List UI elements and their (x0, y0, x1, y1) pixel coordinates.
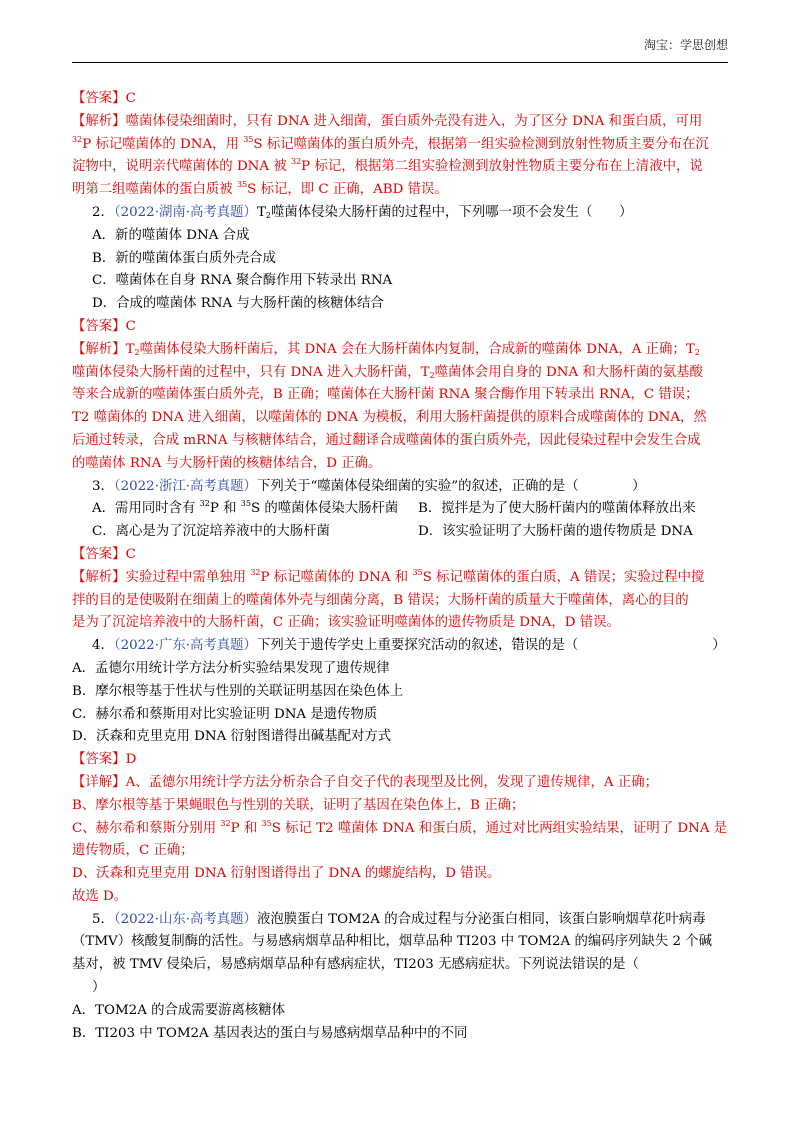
q4-conclusion: 故选 D。 (72, 888, 128, 904)
q2-option-b: B．新的噬菌体蛋白质外壳合成 (92, 250, 276, 266)
q3-analysis-line: 是为了沉淀培养液中的大肠杆菌，C 正确；该实验证明噬菌体的遗传物质是 DNA，D 错误。 (72, 615, 620, 631)
q4-answer: 【答案】D (72, 752, 137, 768)
q2-analysis-line: T2 噬菌体的 DNA 进入细菌，以噬菌体的 DNA 为模板，利用大肠杆菌提供的原料合成噬菌体的 DNA，然 (72, 410, 707, 426)
q2-analysis-line: 的噬菌体 RNA 与大肠杆菌的核糖体结合，D 正确。 (72, 455, 382, 471)
q2-analysis-line: 后通过转录，合成 mRNA 与核糖体结合，通过翻译合成噬菌体的蛋白质外壳，因此侵染过程中会发生合成 (72, 432, 701, 448)
q2-source: （2022·湖南·高考真题） (113, 204, 257, 220)
q3-option-d: D．该实验证明了大肠杆菌的遗传物质是 DNA (418, 524, 693, 540)
q5-option-a: A．TOM2A 的合成需要游离核糖体 (72, 1002, 286, 1018)
q5-stem-line: （TMV）核酸复制酶的活性。与易感病烟草品种相比，烟草品种 TI203 中 TOM2A 的编码序列缺失 2 个碱 (72, 934, 713, 950)
q2-analysis-line: 噬菌体侵染大肠杆菌的过程中，只有 DNA 进入大肠杆菌，$T_2$噬菌体会用自身的 DNA 和大肠杆菌的氨基酸 (72, 364, 703, 380)
q3-option-a: A．需用同时含有 $^{32}$P 和 $^{35}$S 的噬菌体侵染大肠杆菌 (92, 499, 399, 517)
q4-detail-line: 【详解】A、孟德尔用统计学方法分析杂合子自交子代的表现型及比例，发现了遗传规律，A 正确； (72, 774, 659, 790)
q4-option-d: D．沃森和克里克用 DNA 衍射图谱得出碱基配对方式 (72, 729, 392, 745)
q4-emphasis: 错误 (511, 638, 539, 654)
q4-stem: 4．（2022·广东·高考真题）下列关于遗传学史上重要探究活动的叙述，错误的是（ ） (92, 638, 726, 654)
q4-source: （2022·广东·高考真题） (113, 638, 257, 654)
header-text: 淘宝：学思创想 (643, 38, 728, 52)
q5-option-b: B．TI203 中 TOM2A 基因表达的蛋白与易感病烟草品种中的不同 (72, 1025, 468, 1041)
q2-stem: 2．（2022·湖南·高考真题）$T_2$噬菌体侵染大肠杆菌的过程中，下列哪一项不会发生（ ） (92, 204, 633, 220)
q3-answer: 【答案】C (72, 546, 136, 562)
q3-stem: 3．（2022·浙江·高考真题）下列关于“噬菌体侵染细菌的实验”的叙述，正确的是（ ） (92, 478, 646, 494)
q4-detail-line: C、赫尔希和蔡斯分别用 $^{32}$P 和 $^{35}$S 标记 T2 噬菌体 DNA 和蛋白质，通过对比两组实验结果，证明了 DNA 是 (72, 818, 728, 836)
q1-analysis-line: 【解析】噬菌体侵染细菌时，只有 DNA 进入细菌，蛋白质外壳没有进入，为了区分 DNA 和蛋白质，可用 (72, 113, 703, 129)
q3-analysis-line: 【解析】实验过程中需单独用 $^{32}$P 标记噬菌体的 DNA 和 $^{35}$S 标记噬菌体的蛋白质，A 错误；实验过程中搅 (72, 567, 705, 585)
q5-source: （2022·山东·高考真题） (113, 911, 257, 927)
q3-analysis-line: 拌的目的是使吸附在细菌上的噬菌体外壳与细菌分离，B 错误；大肠杆菌的质量大于噬菌体，离心的目的 (72, 592, 689, 608)
q4-option-b: B．摩尔根等基于性状与性别的关联证明基因在染色体上 (72, 683, 404, 699)
q1-analysis-line: 明第二组噬菌体的蛋白质被 $^{35}$S 标记，即 C 正确，ABD 错误。 (72, 180, 448, 198)
q2-analysis-line: 等来合成新的噬菌体蛋白质外壳，B 正确；噬菌体在大肠杆菌 RNA 聚合酶作用下转录出 RNA，C 错误； (72, 387, 699, 403)
q1-answer: 【答案】C (72, 91, 136, 106)
q2-option-c: C．噬菌体在自身 RNA 聚合酶作用下转录出 RNA (92, 273, 393, 289)
q2-analysis-line: 【解析】$T_2$噬菌体侵染大肠杆菌后，其 DNA 会在大肠杆菌体内复制，合成新的噬菌体 DNA，A 正确；$T_2$ (72, 341, 700, 357)
q3-options-row (72, 521, 732, 544)
q4-detail-line: B、摩尔根等基于果蝇眼色与性别的关联，证明了基因在染色体上，B 正确； (72, 797, 525, 813)
q5-stem-line: ） (92, 980, 106, 996)
q3-options-row (72, 498, 732, 521)
q5-stem: 5．（2022·山东·高考真题）液泡膜蛋白 TOM2A 的合成过程与分泌蛋白相同，该蛋白影响烟草花叶病毒 (92, 911, 706, 927)
document-content (72, 88, 732, 1045)
q2-option-d: D．合成的噬菌体 RNA 与大肠杆菌的核糖体结合 (92, 296, 384, 312)
header-rule (72, 62, 728, 63)
q1-analysis-line: $^{32}$P 标记噬菌体的 DNA，用 $^{35}$S 标记噬菌体的蛋白质外壳，根据第一组实验检测到放射性物质主要分布在沉 (72, 134, 709, 152)
q4-detail-line: 遗传物质，C 正确； (72, 843, 194, 859)
q1-analysis-line: 淀物中，说明亲代噬菌体的 DNA 被 $^{32}$P 标记，根据第二组实验检测到放射性物质主要分布在上清液中，说 (72, 157, 703, 175)
q3-source: （2022·浙江·高考真题） (113, 478, 257, 494)
q4-option-c: C．赫尔希和蔡斯用对比实验证明 DNA 是遗传物质 (72, 706, 378, 722)
q3-option-c: C．离心是为了沉淀培养液中的大肠杆菌 (92, 524, 330, 540)
q4-option-a: A．孟德尔用统计学方法分析实验结果发现了遗传规律 (72, 660, 390, 676)
q2-option-a: A．新的噬菌体 DNA 合成 (92, 227, 250, 243)
q2-answer: 【答案】C (72, 318, 136, 334)
q3-option-b: B．搅拌是为了使大肠杆菌内的噬菌体释放出来 (418, 501, 696, 517)
q4-detail-line: D、沃森和克里克用 DNA 衍射图谱得出了 DNA 的螺旋结构，D 错误。 (72, 866, 501, 882)
q5-stem-line: 基对，被 TMV 侵染后，易感病烟草品种有感病症状，TI203 无感病症状。下列说法错误的是（ (72, 957, 639, 973)
